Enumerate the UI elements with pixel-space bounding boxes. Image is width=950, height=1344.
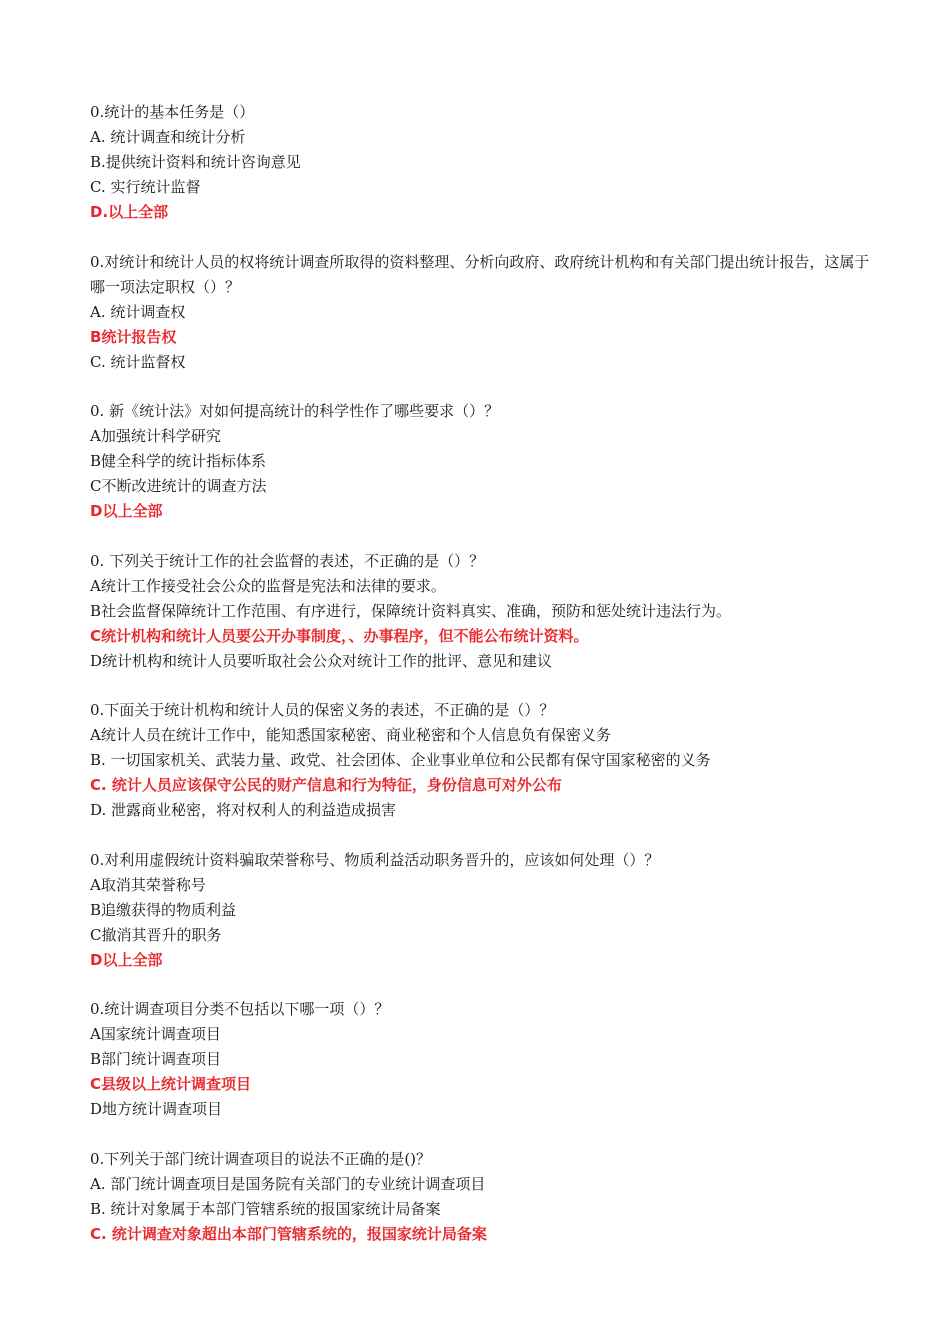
question-stem: 0.下列关于部门统计调查项目的说法不正确的是()？ (90, 1149, 432, 1168)
option-a: A加强统计科学研究 (90, 427, 221, 445)
option-a: A. 部门统计调查项目是国务院有关部门的专业统计调查项目 (90, 1174, 486, 1193)
option-c: C撤消其晋升的职务 (90, 925, 222, 944)
option-b: B部门统计调查项目 (90, 1050, 222, 1068)
question-stem: 0.统计调查项目分类不包括以下哪一项（）？ (90, 1000, 390, 1018)
question-stem: 0.对利用虚假统计资料骗取荣誉称号、物质利益活动职务晋升的，应该如何处理（）？ (90, 850, 660, 869)
option-c: C不断改进统计的调查方法 (90, 477, 267, 495)
option-a: A国家统计调查项目 (90, 1025, 221, 1043)
option-b: B社会监督保障统计工作范围、有序进行，保障统计资料真实、准确，预防和惩处统计违法行为。 (90, 601, 732, 620)
option-d-correct-answer: D以上全部 (90, 950, 163, 969)
option-d: D地方统计调查项目 (90, 1100, 223, 1118)
document-page (90, 100, 870, 1271)
option-c-correct-answer: C. 统计调查对象超出本部门管辖系统的，报国家统计局备案 (90, 1224, 487, 1243)
question-3 (90, 399, 870, 524)
question-4 (90, 549, 870, 674)
option-b: B健全科学的统计指标体系 (90, 452, 267, 470)
option-c-correct-answer: C. 统计人员应该保守公民的财产信息和行为特征，身份信息可对外公布 (90, 776, 562, 794)
option-a: A. 统计调查和统计分析 (90, 128, 246, 146)
option-c-correct-answer: C县级以上统计调查项目 (90, 1075, 252, 1093)
option-b: B追缴获得的物质利益 (90, 900, 237, 919)
option-b: B.提供统计资料和统计咨询意见 (90, 153, 301, 171)
option-b: B. 一切国家机关、武装力量、政党、社会团体、企业事业单位和公民都有保守国家秘密的义务 (90, 751, 711, 769)
question-stem: 0. 新《统计法》对如何提高统计的科学性作了哪些要求（）？ (90, 402, 500, 420)
option-d: D统计机构和统计人员要听取社会公众对统计工作的批评、意见和建议 (90, 651, 553, 670)
question-stem: 0.统计的基本任务是（） (90, 103, 255, 121)
option-b-correct-answer: B统计报告权 (90, 327, 177, 346)
option-d-correct-answer: D.以上全部 (90, 203, 169, 221)
option-a: A统计工作接受社会公众的监督是宪法和法律的要求。 (90, 576, 446, 595)
question-7 (90, 997, 870, 1122)
question-stem: 0. 下列关于统计工作的社会监督的表述，不正确的是（）？ (90, 551, 485, 570)
option-c: C. 实行统计监督 (90, 178, 201, 196)
option-a: A. 统计调查权 (90, 302, 186, 321)
option-c: C. 统计监督权 (90, 352, 186, 371)
option-a: A取消其荣誉称号 (90, 875, 206, 894)
option-d: D. 泄露商业秘密，将对权利人的利益造成损害 (90, 801, 397, 819)
question-1 (90, 100, 870, 225)
question-8 (90, 1147, 870, 1247)
option-a: A统计人员在统计工作中，能知悉国家秘密、商业秘密和个人信息负有保密义务 (90, 726, 611, 744)
option-c-correct-answer: C统计机构和统计人员要公开办事制度，、办事程序，但不能公布统计资料。 (90, 626, 589, 645)
question-2 (90, 250, 870, 375)
question-5 (90, 698, 870, 823)
question-6 (90, 848, 870, 973)
option-b: B. 统计对象属于本部门管辖系统的报国家统计局备案 (90, 1199, 441, 1218)
option-d-correct-answer: D以上全部 (90, 502, 163, 520)
question-stem: 0.下面关于统计机构和统计人员的保密义务的表述，不正确的是（）？ (90, 701, 555, 719)
question-stem: 0.对统计和统计人员的权将统计调查所取得的资料整理、分析向政府、政府统计机构和有关部门提出统计报告，这属于哪一项法定职权（）？ (90, 252, 870, 296)
